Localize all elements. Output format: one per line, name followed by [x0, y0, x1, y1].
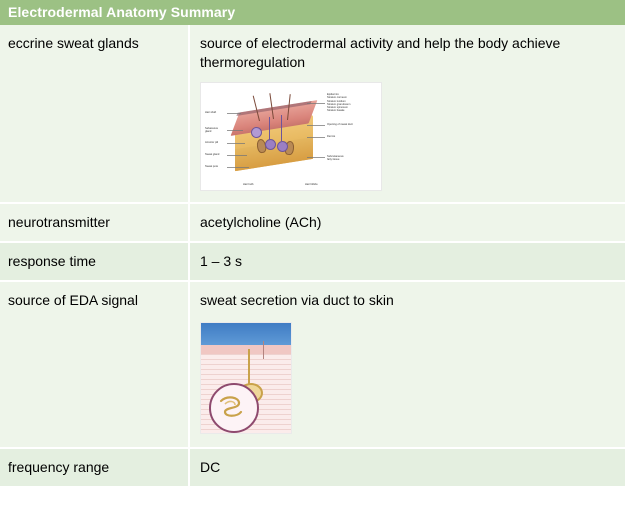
- sweat-duct: [269, 117, 270, 141]
- leader-line: [227, 143, 245, 144]
- leader-line: [307, 137, 325, 138]
- leader-line: [227, 130, 243, 131]
- row-value: [190, 25, 625, 202]
- figure-label-hair-shaft: Hair shaft: [205, 111, 217, 114]
- figure-label-subcutaneous: Subcutaneous fatty tissue: [327, 155, 344, 162]
- figure-label-dermis: Dermis: [327, 135, 336, 138]
- table-row: [0, 282, 625, 447]
- row-label: frequency range: [0, 449, 190, 486]
- table-title: Electrodermal Anatomy Summary: [0, 0, 625, 25]
- row-label: eccrine sweat glands: [0, 25, 190, 202]
- figure-label-hair-follicle: Hair follicle: [305, 183, 318, 186]
- figure-label-arrector-pili: Arrector pili: [205, 141, 219, 144]
- row-value: acetylcholine (ACh): [200, 214, 322, 230]
- row-value: [190, 282, 625, 447]
- table-row: [0, 243, 625, 280]
- figure-label-sweat-gland: Sweat gland: [205, 153, 220, 156]
- background-sky: [201, 323, 291, 345]
- row-label: source of EDA signal: [0, 282, 190, 447]
- table-row: [0, 449, 625, 486]
- figure-label-hair-bulb: Hair bulb: [243, 183, 254, 186]
- table-row: [0, 204, 625, 241]
- sweat-duct: [281, 115, 282, 141]
- hair-shaft: [263, 341, 264, 359]
- row-value: DC: [200, 459, 221, 475]
- row-value-text: sweat secretion via duct to skin: [200, 292, 394, 308]
- row-label: neurotransmitter: [0, 204, 190, 241]
- leader-line: [227, 113, 241, 114]
- row-label: response time: [0, 243, 190, 280]
- leader-line: [307, 103, 325, 104]
- figure-label-opening-of-sweat-duct: Opening of sweat duct: [327, 123, 353, 126]
- leader-line: [227, 167, 249, 168]
- figure-label-epidermis: Epidermis: Stratum corneum Stratum lucidum Stratum granulosum Stratum spinosum Stratum basale: [327, 93, 351, 113]
- sebaceous-gland: [251, 127, 262, 138]
- leader-line: [307, 125, 325, 126]
- row-value: 1 – 3 s: [200, 253, 243, 269]
- leader-line: [307, 157, 325, 158]
- coiled-gland-detail: [217, 393, 247, 419]
- row-value-text: source of electrodermal activity and help the body achieve thermoregulation: [200, 35, 561, 70]
- table-row: [0, 25, 625, 202]
- sweat-gland: [277, 141, 288, 152]
- skin-cross-section-diagram: [200, 82, 382, 191]
- figure-label-sebaceous-gland: Sebaceous gland: [205, 127, 218, 134]
- sweat-gland: [265, 139, 276, 150]
- figure-label-sweat-pore: Sweat pore: [205, 165, 219, 168]
- leader-line: [227, 155, 247, 156]
- sweat-gland-duct-diagram: [200, 322, 292, 434]
